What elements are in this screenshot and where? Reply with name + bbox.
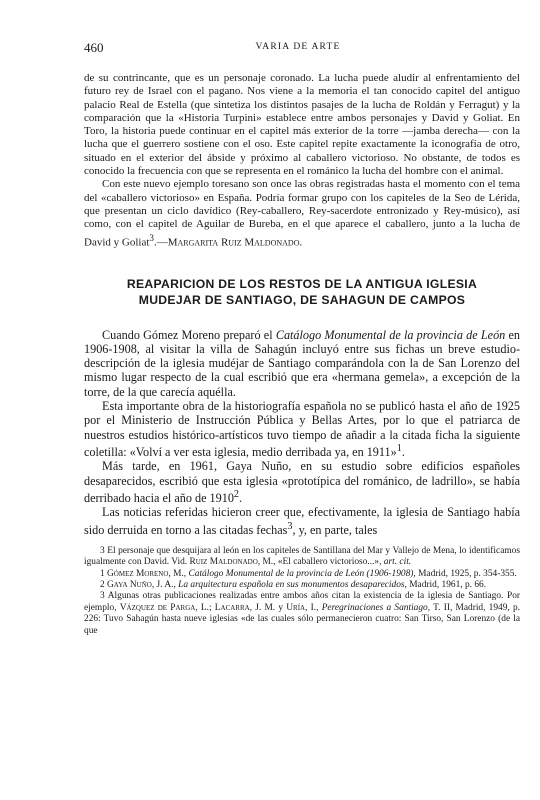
paragraph-1: de su contrincante, que es un personaje coronado. La lucha puede aludir al enfrentamiento del futuro rey de Israel con el pagano. Nos viene a la memoria el tan conocido capitel del antiguo palacio Real de Estella (que sintetiza los distintos pasajes de la lucha de Roldán y Ferragut) y la comparación que la «Historia Turpini» establece entre ambos personajes y David y Goliat. En Toro, la historia puede continuar en el capitel más exterior de la torre —jamba derecha— con la lucha que el guerrero sostiene con el oso. Este capitel repite exactamente la iconografía de otro, situado en el exterior del ábside y próximo al caballero victorioso. No obstante, de todos es conocido la frecuencia con que se representa en el románico la lucha del hombre con el animal. <box>84 72 521 178</box>
footnote-ref[interactable]: 2 <box>233 488 239 500</box>
page-number: 460 <box>84 40 104 55</box>
paragraph-5: Más tarde, en 1961, Gaya Nuño, en su estudio sobre edificios españoles desaparecidos, escribió que esta iglesia «prototípica del románico, de ladrillo», se había derribado hacia el año de 1910$^2$. <box>84 459 520 505</box>
footnote-3b: 3 Algunas otras publicaciones realizadas entre ambos años citan la existencia de la iglesia de Santiago. Por ejemplo, Vázquez de Parga, L.; Lacarra, J. M. y Uría, I., Peregrinaciones a Santiago, T. II, Madrid, 1949, p. 226: Tuvo Sahagún hasta nueve iglesias «de las cuales sólo permanecieron cuatro: San Tirso, San Lorenzo (de la que <box>84 591 521 636</box>
footnote-ref[interactable]: 3 <box>287 520 293 532</box>
author-signature: Margarita Ruiz Maldonado. <box>167 236 303 249</box>
paragraph-6: Las noticias referidas hicieron creer que, efectivamente, la iglesia de Santiago había sido derruida en torno a las citadas fechas$^3$, y, en parte, tales <box>84 505 520 537</box>
paragraph-2: Con este nuevo ejemplo toresano son once las obras registradas hasta el momento con el tema del «caballero victorioso» en España. Podría formar grupo con los capiteles de la Seo de Lérida, que presentan un ciclo davídico (Rey-caballero, Rey-sacerdote entronizado y Rey-músico), así como, con el capitel de Aguilar de Bureba, en el que aparece el caballero, junto a la lucha de David y Goliat$^3$.—Margarita Ruiz Maldonado. <box>84 178 521 249</box>
page-header <box>84 40 512 60</box>
footnote-1: 1 Gómez Moreno, M., Catálogo Monumental de la provincia de León (1906-1908), Madrid, 1925, p. 354-355. <box>100 568 517 579</box>
paragraph-3: Cuando Gómez Moreno preparó el Catálogo Monumental de la provincia de León en 1906-1908, al visitar la villa de Sahagún incluyó entre sus fichas un breve estudio-descripción de la iglesia mudéjar de Santiago comparándola con la de San Lorenzo del mismo lugar respecto de la cual escribió que era «hermana gemela», a excepción de la torre, de la que carecía aquélla. <box>84 327 521 399</box>
footnote-ref[interactable]: 3 <box>149 232 154 243</box>
footnote-ref[interactable]: 1 <box>396 442 402 454</box>
paragraph-4: Esta importante obra de la historiografía española no se publicó hasta el año de 1925 por el Ministerio de Instrucción Pública y Bellas Artes, por lo que el patriarca de nuestros estudios histórico-artísticos tuvo tiempo de añadir a la citada ficha la siguiente coletilla: «Volví a ver esta iglesia, medio derribada ya, en 1911»$^1$. <box>84 399 521 459</box>
footnotes <box>84 546 520 637</box>
section-title: REAPARICION DE LOS RESTOS DE LA ANTIGUA IGLESIA MUDEJAR DE SANTIAGO, DE SAHAGUN DE CAMPOS <box>126 276 478 307</box>
article-body <box>84 72 520 637</box>
running-title: VARIA DE ARTE <box>255 42 341 52</box>
footnote-2: 2 Gaya Nuño, J. A., La arquitectura española en sus monumentos desaparecidos, Madrid, 1961, p. 66. <box>100 580 487 591</box>
footnote-3a: 3 El personaje que desquijara al león en los capiteles de Santillana del Mar y Vallejo de Mena, lo identificamos igualmente con David. Vid. Ruiz Maldonado, M., «El caballero victorioso...», art. cit. <box>84 545 520 568</box>
